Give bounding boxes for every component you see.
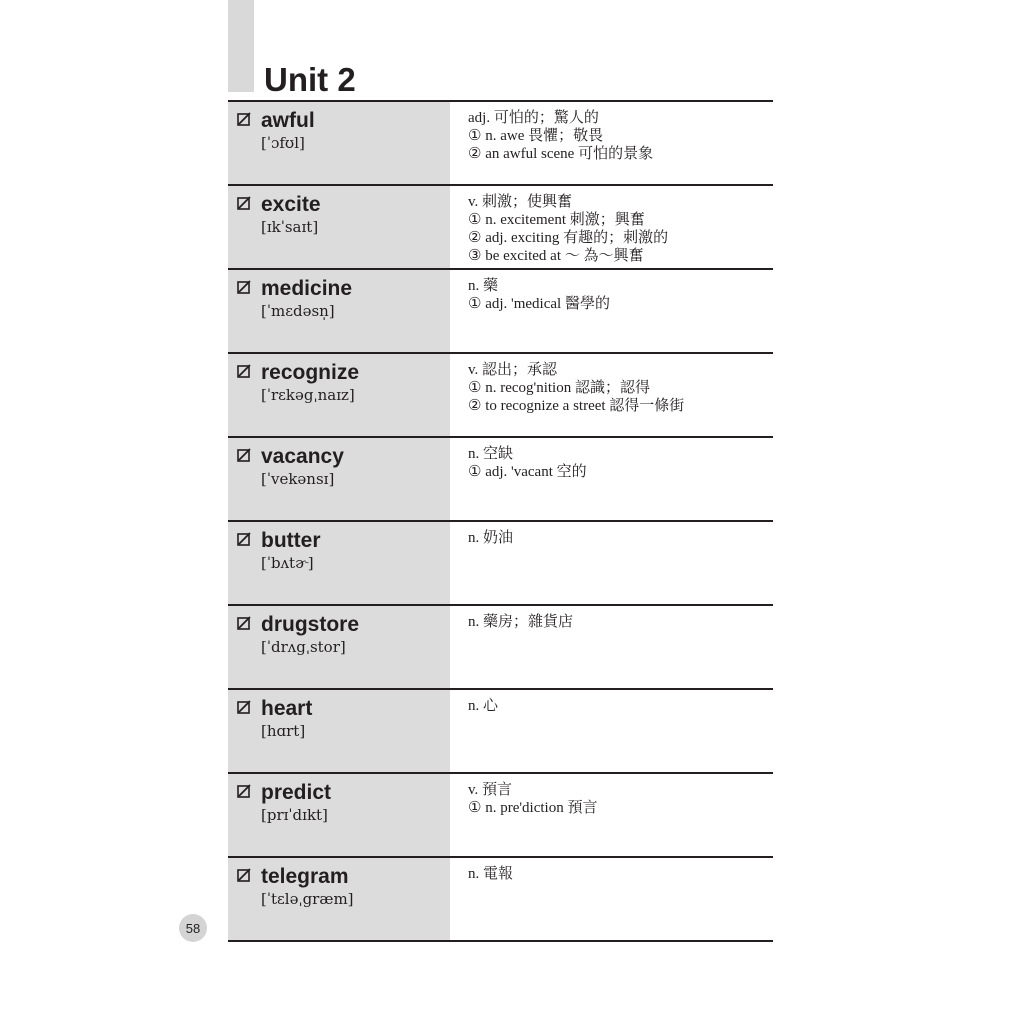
unit-title: Unit 2 bbox=[264, 61, 356, 98]
vocab-word: drugstore bbox=[261, 613, 360, 636]
definition-line: ③ be excited at ～ 為～興奮 bbox=[468, 248, 644, 264]
word-cell bbox=[228, 102, 450, 184]
vocab-phonetic: [ˈrɛkəgˌnaɪz] bbox=[261, 386, 355, 404]
definition-line: n. 藥 bbox=[468, 278, 499, 294]
definition-line: ② an awful scene 可怕的景象 bbox=[468, 146, 654, 162]
definition-line: n. 奶油 bbox=[468, 530, 514, 546]
definition-line: v. 刺激；使興奮 bbox=[468, 194, 573, 210]
word-cell bbox=[228, 270, 450, 352]
definition-line: ① adj. 'vacant 空的 bbox=[468, 464, 587, 480]
vocab-phonetic: [ˈdrʌgˌstor] bbox=[261, 638, 346, 656]
vocab-row bbox=[228, 690, 773, 774]
vocabulary-table bbox=[228, 100, 773, 942]
vocab-phonetic: [prɪˈdɪkt] bbox=[261, 806, 328, 824]
vocab-row bbox=[228, 438, 773, 522]
checked-box-icon bbox=[236, 364, 252, 380]
vocab-phonetic: [ˈtɛləˌgræm] bbox=[261, 890, 354, 908]
checked-box-icon bbox=[236, 532, 252, 548]
vocab-row bbox=[228, 522, 773, 606]
definition-cell bbox=[450, 522, 773, 604]
vocab-row bbox=[228, 270, 773, 354]
definition-line: ① n. recog'nition 認識；認得 bbox=[468, 380, 650, 396]
definition-line: ① n. awe 畏懼；敬畏 bbox=[468, 128, 604, 144]
definition-line: v. 預言 bbox=[468, 782, 513, 798]
word-cell bbox=[228, 354, 450, 436]
vocab-phonetic: [hɑrt] bbox=[261, 722, 306, 740]
vocab-phonetic: [ˈvekənsɪ] bbox=[261, 470, 335, 488]
word-cell bbox=[228, 858, 450, 940]
vocab-phonetic: [ˈɔfʊl] bbox=[261, 134, 305, 152]
definition-cell bbox=[450, 606, 773, 688]
vocab-word: vacancy bbox=[261, 445, 344, 468]
vocab-row bbox=[228, 606, 773, 690]
definition-line: ② to recognize a street 認得一條街 bbox=[468, 398, 685, 414]
definition-line: adj. 可怕的；驚人的 bbox=[468, 110, 599, 126]
checked-box-icon bbox=[236, 616, 252, 632]
word-cell bbox=[228, 186, 450, 268]
definition-cell bbox=[450, 438, 773, 520]
definition-line: n. 藥房；雜貨店 bbox=[468, 614, 574, 630]
vocab-phonetic: [ɪkˈsaɪt] bbox=[261, 218, 319, 236]
definition-line: ① adj. 'medical 醫學的 bbox=[468, 296, 610, 312]
unit-tab-marker bbox=[228, 0, 254, 92]
vocab-word: telegram bbox=[261, 865, 349, 888]
page-number: 58 bbox=[179, 914, 207, 942]
vocab-word: butter bbox=[261, 529, 321, 552]
checked-box-icon bbox=[236, 868, 252, 884]
definition-cell bbox=[450, 270, 773, 352]
definition-cell bbox=[450, 102, 773, 184]
checked-box-icon bbox=[236, 112, 252, 128]
definition-cell bbox=[450, 354, 773, 436]
definition-line: n. 空缺 bbox=[468, 446, 514, 462]
word-cell bbox=[228, 522, 450, 604]
definition-cell bbox=[450, 690, 773, 772]
word-cell bbox=[228, 438, 450, 520]
word-cell bbox=[228, 690, 450, 772]
definition-line: ① n. pre'diction 預言 bbox=[468, 800, 598, 816]
vocab-word: excite bbox=[261, 193, 321, 216]
definition-line: n. 電報 bbox=[468, 866, 514, 882]
word-cell bbox=[228, 774, 450, 856]
vocab-row bbox=[228, 186, 773, 270]
vocab-word: heart bbox=[261, 697, 313, 720]
definition-cell bbox=[450, 774, 773, 856]
vocab-word: recognize bbox=[261, 361, 360, 384]
definition-cell bbox=[450, 858, 773, 940]
checked-box-icon bbox=[236, 448, 252, 464]
word-cell bbox=[228, 606, 450, 688]
vocab-word: awful bbox=[261, 109, 315, 132]
definition-cell bbox=[450, 186, 773, 268]
definition-line: n. 心 bbox=[468, 698, 499, 714]
vocab-row bbox=[228, 858, 773, 942]
checked-box-icon bbox=[236, 196, 252, 212]
vocab-row bbox=[228, 774, 773, 858]
definition-line: v. 認出；承認 bbox=[468, 362, 558, 378]
checked-box-icon bbox=[236, 784, 252, 800]
definition-line: ① n. excitement 刺激；興奮 bbox=[468, 212, 645, 228]
vocab-word: medicine bbox=[261, 277, 353, 300]
checked-box-icon bbox=[236, 280, 252, 296]
vocab-row bbox=[228, 354, 773, 438]
checked-box-icon bbox=[236, 700, 252, 716]
vocab-phonetic: [ˈbʌtɚ] bbox=[261, 554, 314, 572]
definition-line: ② adj. exciting 有趣的；刺激的 bbox=[468, 230, 669, 246]
vocab-row bbox=[228, 102, 773, 186]
vocab-phonetic: [ˈmɛdəsn̩] bbox=[261, 302, 335, 320]
vocab-word: predict bbox=[261, 781, 332, 804]
